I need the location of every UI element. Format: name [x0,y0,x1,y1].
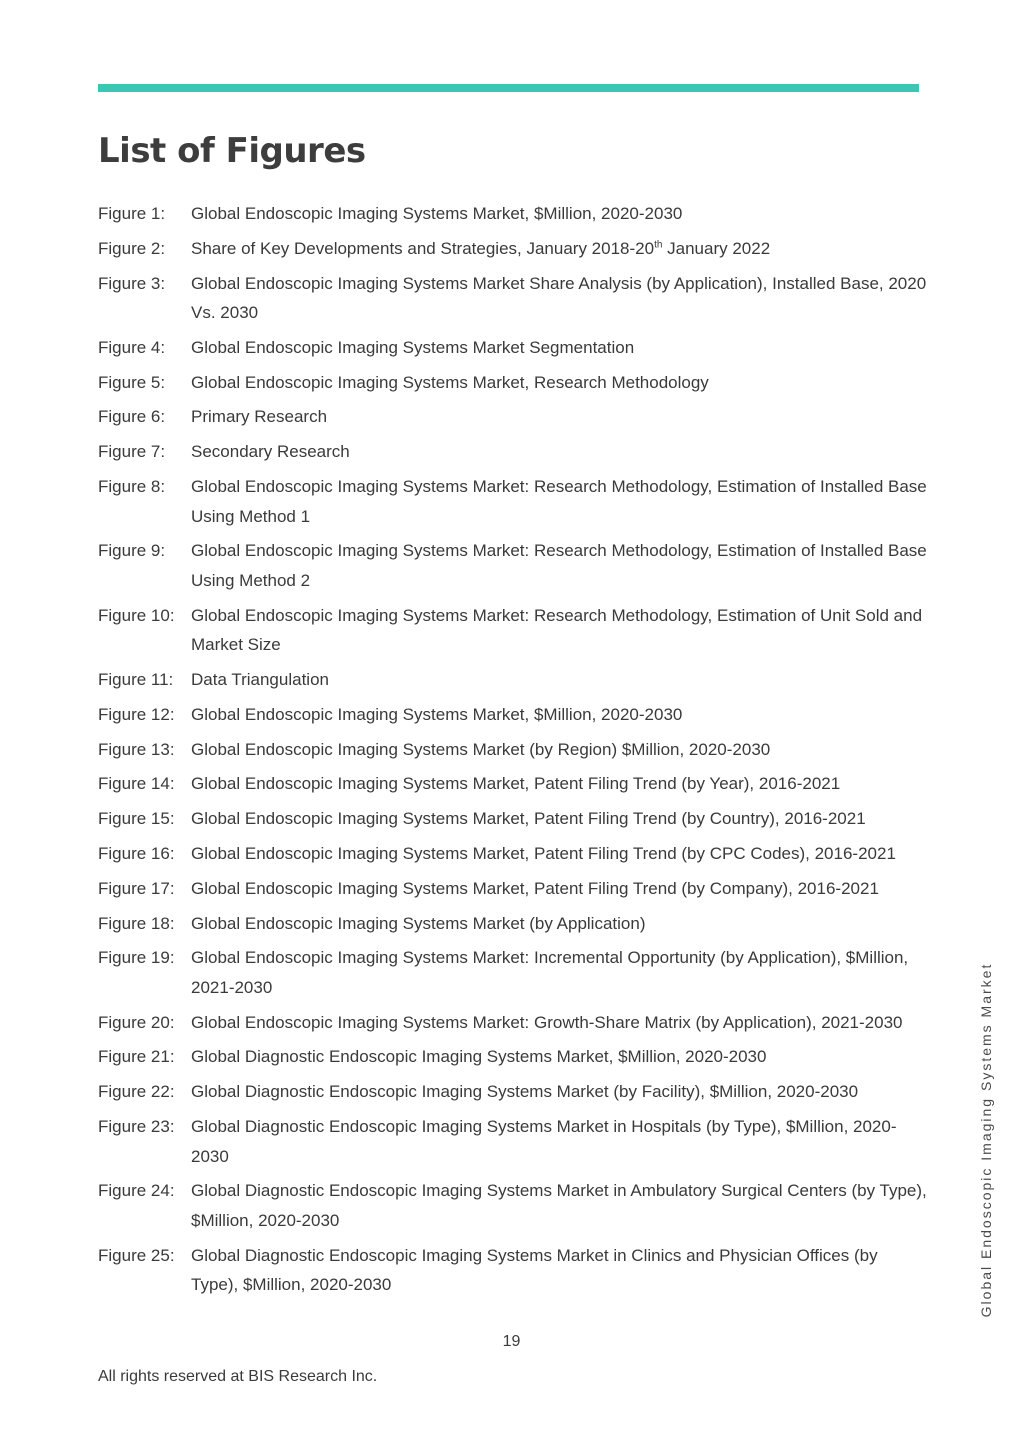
figure-entry-11 [98,665,928,695]
figure-entry-12 [98,700,928,730]
figure-title: Global Endoscopic Imaging Systems Market, Patent Filing Trend (by CPC Codes), 2016-2021 [191,843,896,863]
figure-entry-22 [98,1077,928,1107]
figure-entry-9 [98,536,928,595]
figure-title: Global Endoscopic Imaging Systems Market, Patent Filing Trend (by Company), 2016-2021 [191,878,879,898]
figure-entry-20 [98,1008,928,1038]
side-report-title: Global Endoscopic Imaging Systems Market [978,962,994,1318]
figure-entry-1 [98,199,928,229]
figure-title: Global Diagnostic Endoscopic Imaging Systems Market in Hospitals (by Type), $Million, 2020-2030 [191,1117,897,1166]
figure-title: Global Endoscopic Imaging Systems Market (by Region) $Million, 2020-2030 [191,739,771,759]
figure-entry-21 [98,1042,928,1072]
figure-label: Figure 2: [98,238,166,258]
figure-entry-15 [98,804,928,834]
figure-label: Figure 14: [98,774,175,794]
figure-title [191,234,928,264]
copyright-footer: All rights reserved at BIS Research Inc. [98,1368,378,1385]
figure-label: Figure 5: [98,372,166,392]
figure-label: Figure 12: [98,704,175,724]
figure-title: Global Endoscopic Imaging Systems Market, $Million, 2020-2030 [191,204,683,223]
header-accent-rule [98,84,919,92]
figure-label: Figure 18: [98,913,175,933]
figure-title: Global Endoscopic Imaging Systems Market, Research Methodology [191,372,709,392]
figure-title: Global Endoscopic Imaging Systems Market, $Million, 2020-2030 [191,704,683,724]
figure-entry-14 [98,769,928,799]
figure-label: Figure 19: [98,948,175,968]
figure-title: Global Endoscopic Imaging Systems Market (by Application) [191,913,646,933]
figure-title: Global Endoscopic Imaging Systems Market: Research Methodology, Estimation of Installed Base Using Method 2 [191,541,927,590]
figure-title: Primary Research [191,407,328,427]
figure-entry-2 [98,234,928,264]
figure-entry-7 [98,437,928,467]
figure-entry-13 [98,735,928,765]
figure-label: Figure 8: [98,477,166,497]
figure-entry-24 [98,1176,928,1235]
figure-entry-4 [98,333,928,363]
figure-title-superscript: th [654,239,663,251]
figure-label: Figure 7: [98,442,166,462]
figure-title: Global Diagnostic Endoscopic Imaging Systems Market, $Million, 2020-2030 [191,1047,767,1067]
figure-entry-3 [98,269,928,328]
figure-title-part: January 2022 [662,238,771,258]
figure-entry-23 [98,1112,928,1171]
figure-label: Figure 10: [98,605,175,625]
page-number: 19 [502,1333,521,1350]
figure-title: Secondary Research [191,442,350,462]
figure-entry-10 [98,601,928,660]
figure-title: Global Endoscopic Imaging Systems Market: Incremental Opportunity (by Application), $Million, 2021-2030 [191,948,909,997]
figure-entry-17 [98,874,928,904]
figure-entry-19 [98,943,928,1002]
figure-label: Figure 15: [98,809,175,829]
figure-label: Figure 4: [98,337,166,357]
figure-label: Figure 22: [98,1082,175,1102]
figure-entry-25 [98,1241,928,1300]
figure-title: Global Endoscopic Imaging Systems Market, Patent Filing Trend (by Year), 2016-2021 [191,774,841,794]
figure-label: Figure 21: [98,1047,175,1067]
figure-label: Figure 3: [98,273,166,293]
figure-entry-8 [98,472,928,531]
figure-label: Figure 13: [98,739,175,759]
figure-label: Figure 1: [98,204,166,223]
figure-title: Global Endoscopic Imaging Systems Market Segmentation [191,337,635,357]
page-title: List of Figures [98,131,366,171]
figure-title: Data Triangulation [191,669,329,689]
figure-label: Figure 11: [98,669,174,689]
figure-title: Global Diagnostic Endoscopic Imaging Systems Market in Clinics and Physician Offices (by Type), $Million, 2020-2030 [191,1245,878,1295]
figure-label: Figure 25: [98,1245,175,1265]
figure-title: Global Endoscopic Imaging Systems Market Share Analysis (by Application), Installed Base, 2020 Vs. 2030 [191,273,927,323]
figure-title: Global Endoscopic Imaging Systems Market: Research Methodology, Estimation of Unit Sold and Market Size [191,605,923,655]
figure-label: Figure 6: [98,407,166,427]
figure-label: Figure 23: [98,1117,175,1137]
figure-label: Figure 24: [98,1181,175,1201]
figure-title: Global Endoscopic Imaging Systems Market: Research Methodology, Estimation of Installed Base Using Method 1 [191,477,927,526]
figure-label: Figure 16: [98,843,175,863]
figure-label: Figure 9: [98,541,166,561]
figure-label: Figure 20: [98,1012,175,1032]
figure-entry-16 [98,839,928,869]
figure-title: Global Endoscopic Imaging Systems Market, Patent Filing Trend (by Country), 2016-2021 [191,809,866,829]
figure-entry-5 [98,368,928,398]
figure-list [98,199,928,1305]
figure-entry-18 [98,909,928,939]
figure-title: Global Diagnostic Endoscopic Imaging Systems Market (by Facility), $Million, 2020-2030 [191,1082,859,1102]
figure-title-part: Share of Key Developments and Strategies, January 2018-20 [191,238,655,258]
figure-title: Global Endoscopic Imaging Systems Market: Growth-Share Matrix (by Application), 2021-2030 [191,1012,903,1032]
figure-label: Figure 17: [98,878,175,898]
figure-title: Global Diagnostic Endoscopic Imaging Systems Market in Ambulatory Surgical Centers (by Type), $Million, 2020-2030 [191,1181,927,1230]
figure-entry-6 [98,402,928,432]
